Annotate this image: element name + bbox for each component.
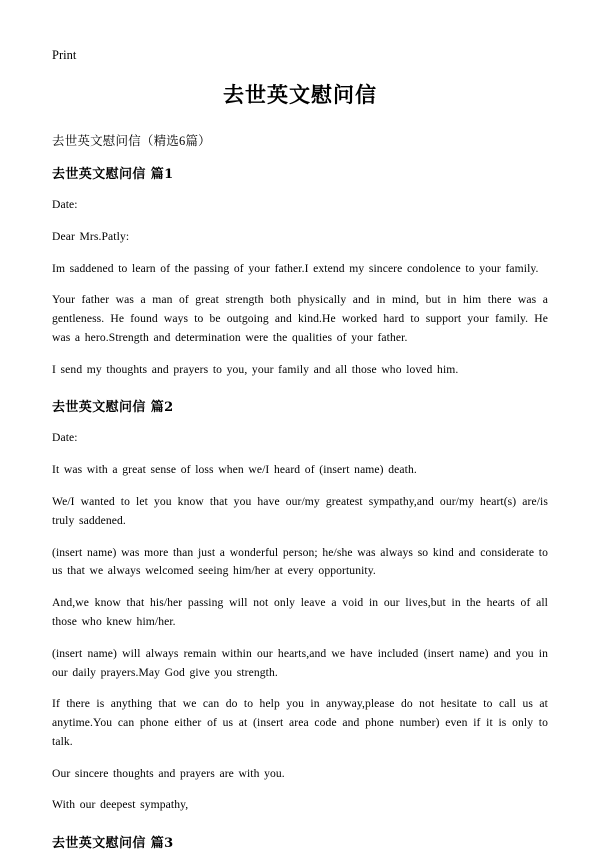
paragraph: Date:	[52, 431, 78, 445]
paragraph: With our deepest sympathy,	[52, 798, 189, 812]
paragraph: (insert name) was more than just a wonderful person; he/she was always so kind and considerate to us that we always welcomed seeing him/her at every opportunity.	[52, 545, 548, 578]
paragraph: It was with a great sense of loss when we/I heard of (insert name) death.	[52, 463, 417, 477]
section-heading-3: 去世英文慰问信 篇3	[52, 836, 174, 851]
paragraph: Our sincere thoughts and prayers are with you.	[52, 766, 285, 780]
paragraph: And,we know that his/her passing will not only leave a void in our lives,but in the hearts of all those who knew him/her.	[52, 596, 548, 628]
page-title: 去世英文慰问信	[223, 82, 377, 107]
paragraph: I send my thoughts and prayers to you, your family and all those who loved him.	[52, 362, 459, 376]
paragraph: If there is anything that we can do to help you in anyway,please do not hesitate to call us at anytime.You can phone either of us at (insert area code and phone number) even if it is only to talk.	[52, 697, 548, 748]
section-heading-1: 去世英文慰问信 篇1	[52, 167, 174, 182]
paragraph: We/I wanted to let you know that you have our/my greatest sympathy,and our/my heart(s) are/is truly saddened.	[52, 495, 548, 527]
paragraph: Date:	[52, 198, 78, 211]
print-button[interactable]: Print	[52, 48, 77, 62]
paragraph: (insert name) will always remain within our hearts,and we have included (insert name) and you in our daily prayers.May God give you strength.	[52, 646, 548, 679]
paragraph: Your father was a man of great strength both physically and in mind, but in him there was a gentleness. He found ways to be outgoing and kind.He worked hard to support your family. He was a hero.Strength and determination were the qualities of your father.	[52, 293, 548, 344]
paragraph: Dear Mrs.Patly:	[52, 229, 130, 243]
document-subtitle: 去世英文慰问信（精选6篇）	[52, 134, 211, 148]
section-heading-2: 去世英文慰问信 篇2	[52, 400, 174, 416]
paragraph: Im saddened to learn of the passing of your father.I extend my sincere condolence to your family.	[52, 261, 539, 275]
